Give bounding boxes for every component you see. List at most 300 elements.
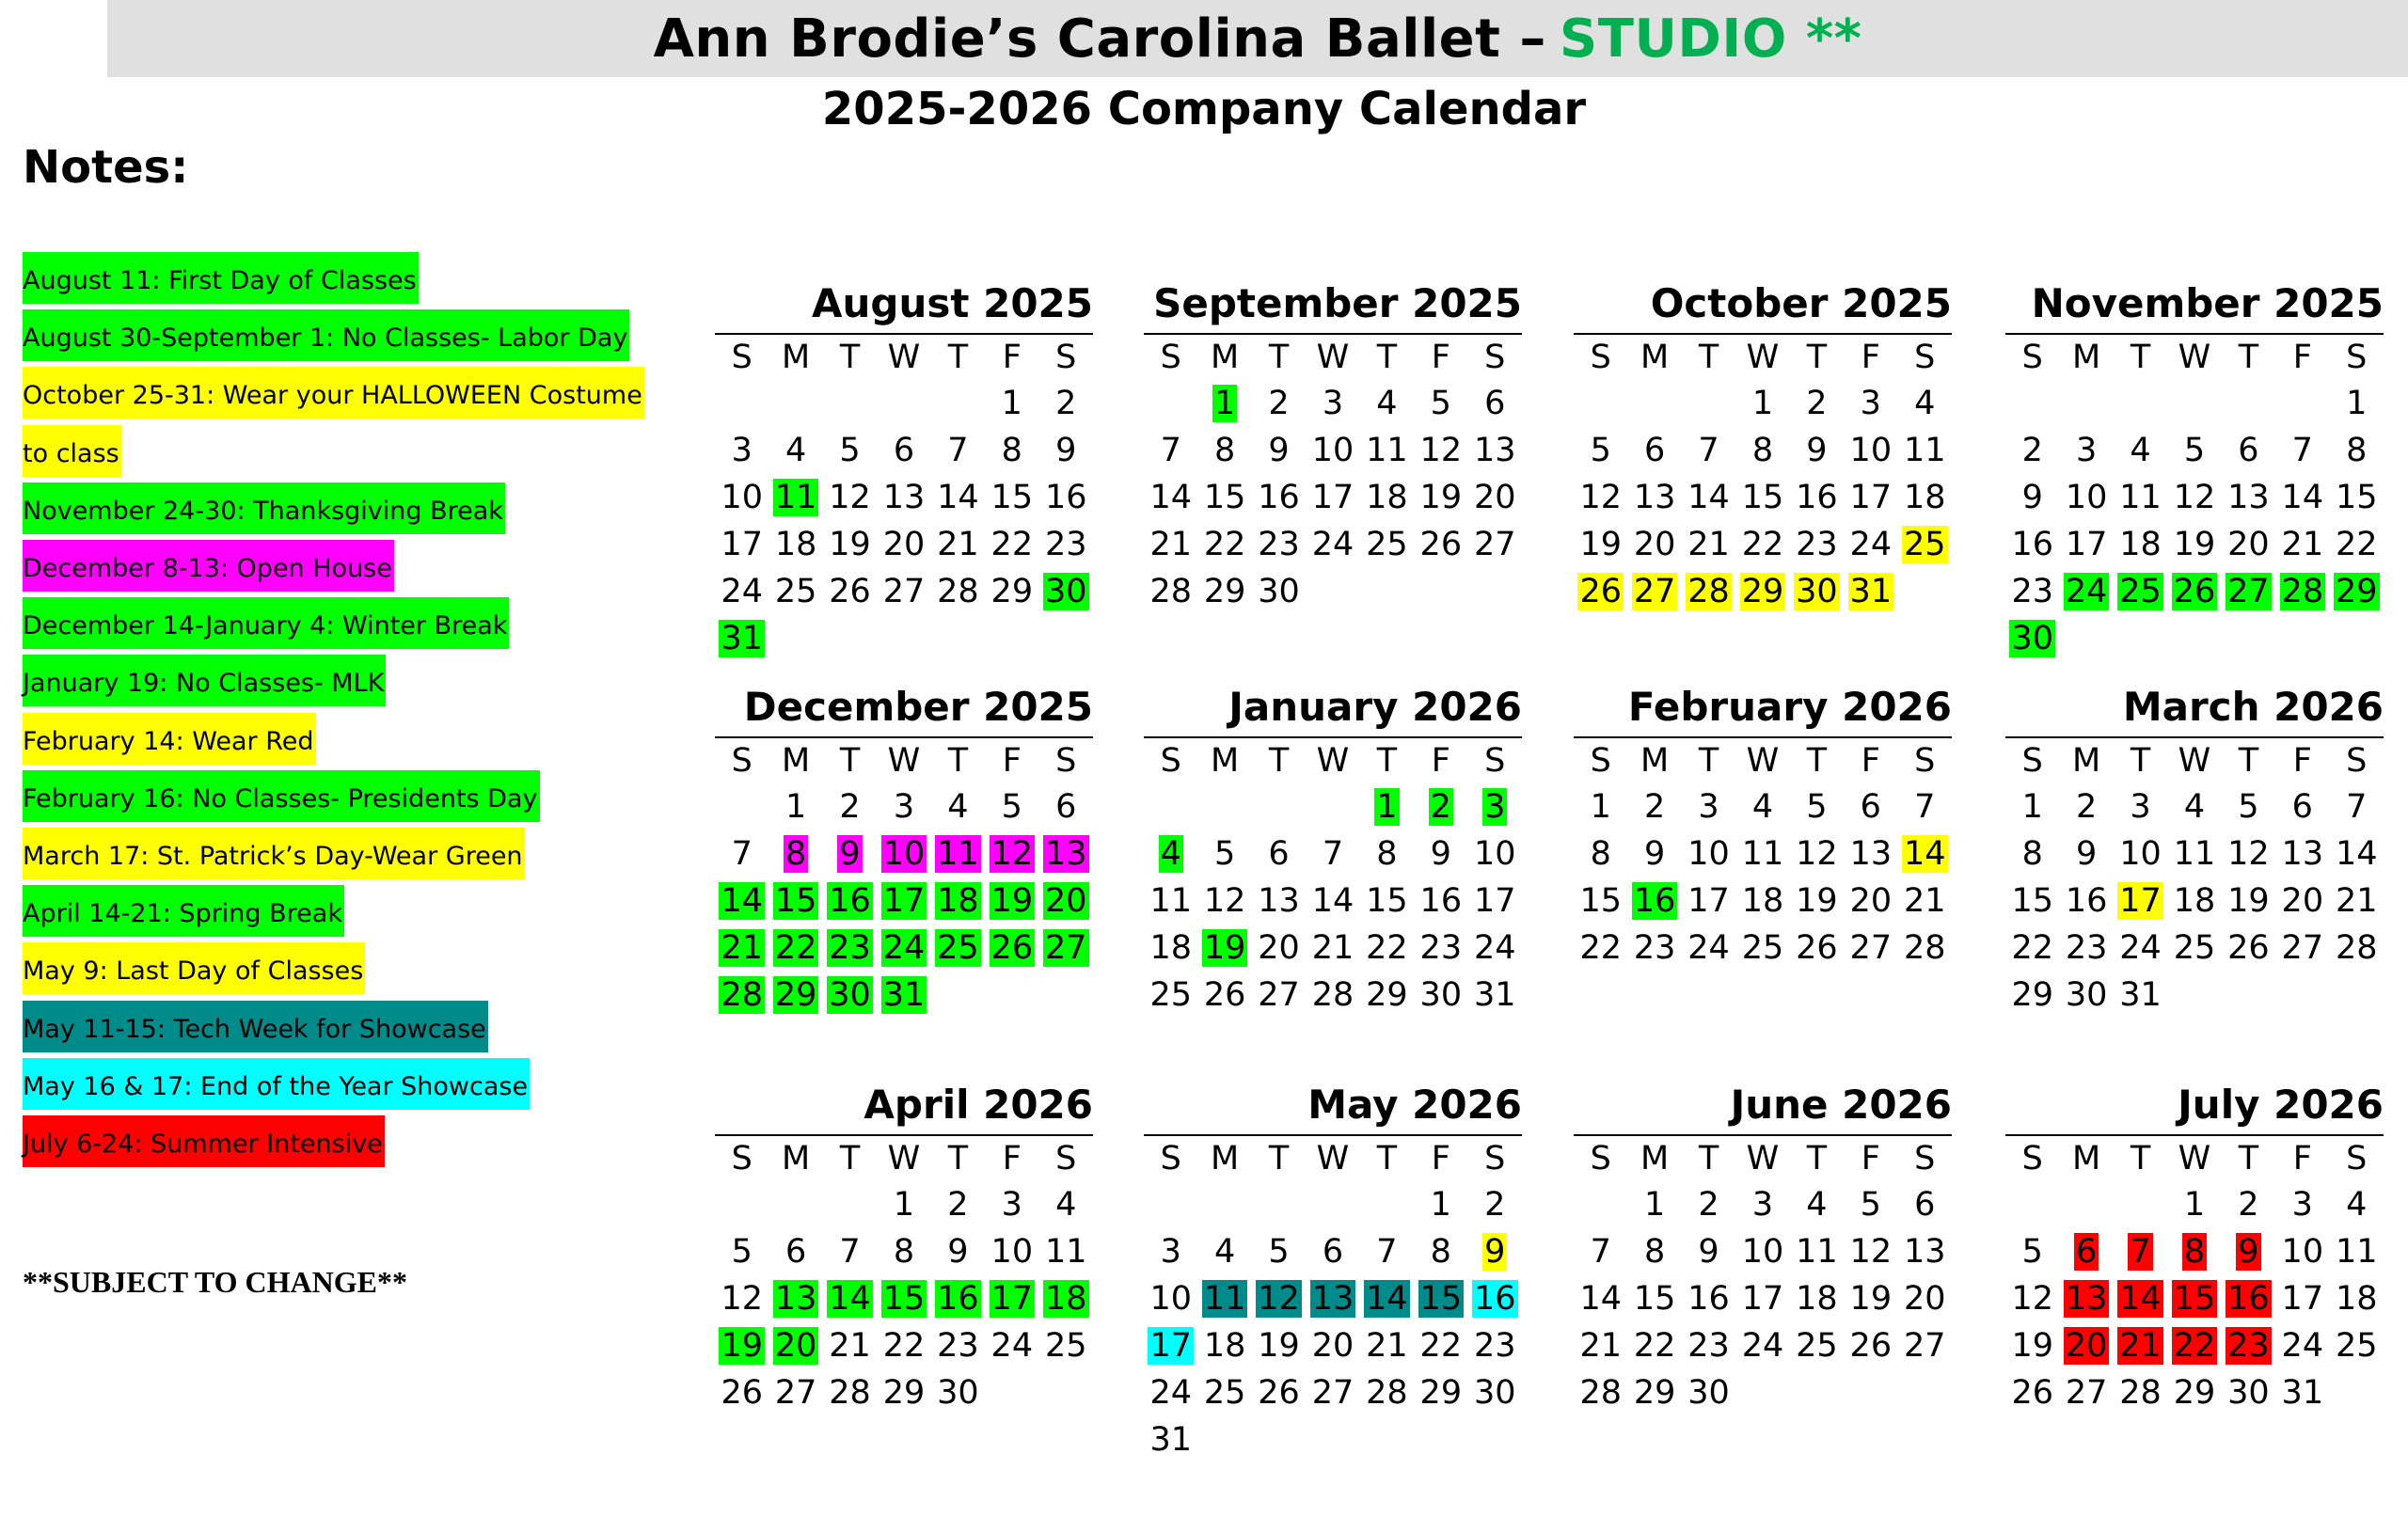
day-cell	[1627, 924, 1681, 972]
day-cell	[768, 783, 822, 830]
day-cell	[1627, 783, 1681, 830]
day-cell	[2330, 1181, 2384, 1228]
day-cell	[1360, 1369, 1414, 1416]
day-number: 11	[1149, 882, 1192, 920]
day-number: 2	[2238, 1186, 2259, 1224]
day-number: 26	[990, 929, 1034, 967]
day-cell	[1627, 1322, 1681, 1369]
weekday-label: F	[1861, 339, 1880, 376]
day-cell	[1252, 474, 1306, 521]
day-number: 11	[1741, 835, 1784, 873]
day-number: 18	[1203, 1327, 1246, 1365]
day-cell	[2114, 877, 2167, 924]
weekday-label: S	[1160, 1140, 1181, 1177]
day-number: 26	[1419, 526, 1463, 563]
weekday-label: T	[2238, 1140, 2259, 1177]
day-grid	[1144, 783, 1522, 1019]
day-number: 29	[1741, 573, 1784, 610]
weekday-label: F	[1861, 1140, 1880, 1177]
weekday-label: W	[887, 742, 921, 780]
day-number: 10	[721, 479, 763, 516]
day-number: 22	[1419, 1327, 1463, 1365]
weekday-header	[2005, 738, 2384, 783]
weekday-label: T	[1268, 742, 1290, 780]
day-number: 15	[1419, 1280, 1463, 1318]
day-number: 12	[1849, 1233, 1893, 1271]
day-number: 15	[1633, 1280, 1676, 1318]
day-number: 29	[2173, 1374, 2216, 1412]
day-cell	[1197, 877, 1251, 924]
day-cell	[1790, 521, 1844, 568]
day-cell	[2330, 474, 2384, 521]
day-number: 30	[937, 1374, 979, 1412]
day-cell	[1414, 877, 1467, 924]
empty-cell	[715, 380, 768, 427]
day-number: 28	[1579, 1374, 1622, 1412]
day-number: 8	[1590, 835, 1611, 873]
day-cell	[2059, 1275, 2113, 1322]
day-cell	[1252, 521, 1306, 568]
day-cell	[1197, 427, 1251, 474]
day-number: 30	[2011, 620, 2053, 657]
day-number: 26	[1849, 1327, 1893, 1365]
weekday-label: S	[731, 1140, 752, 1177]
note-item: November 24-30: Thanksgiving Break	[23, 482, 505, 534]
day-cell	[2167, 1322, 2221, 1369]
day-number: 15	[1366, 882, 1408, 920]
day-number: 12	[829, 479, 871, 516]
weekday-label: W	[2178, 742, 2211, 780]
day-cell	[1144, 1416, 1197, 1463]
day-number: 5	[2021, 1233, 2043, 1271]
day-cell	[2330, 783, 2384, 830]
day-number: 3	[1751, 1186, 1774, 1224]
day-cell	[2114, 1322, 2167, 1369]
day-number: 13	[1849, 835, 1893, 873]
month-title: November 2025	[2031, 280, 2384, 326]
day-cell	[1627, 474, 1681, 521]
day-cell	[1844, 1228, 1897, 1275]
day-number: 1	[784, 788, 807, 826]
day-cell	[1414, 380, 1467, 427]
day-number: 28	[2119, 1374, 2162, 1412]
studio-label: STUDIO **	[1559, 8, 1862, 70]
month-calendar	[1144, 277, 1522, 615]
weekday-label: F	[1002, 339, 1022, 376]
note-item: May 9: Last Day of Classes	[23, 942, 365, 994]
weekday-label: S	[1590, 742, 1611, 780]
weekday-header	[2005, 335, 2384, 380]
day-cell	[1039, 1275, 1093, 1322]
day-number: 5	[1806, 788, 1828, 826]
day-cell	[877, 783, 930, 830]
day-cell	[2275, 1275, 2329, 1322]
empty-cell	[2114, 380, 2167, 427]
day-cell	[1682, 1322, 1735, 1369]
day-number: 24	[1741, 1327, 1784, 1365]
day-cell	[2222, 1228, 2275, 1275]
day-cell	[2330, 1228, 2384, 1275]
day-number: 26	[1796, 929, 1838, 967]
day-number: 2	[2075, 788, 2098, 826]
day-number: 5	[2183, 432, 2206, 469]
day-number: 17	[1311, 479, 1354, 516]
day-number: 6	[1914, 1186, 1936, 1224]
day-cell	[877, 877, 930, 924]
day-cell	[2222, 427, 2275, 474]
day-cell	[1735, 427, 1789, 474]
day-cell	[715, 521, 768, 568]
day-cell	[1306, 877, 1359, 924]
day-cell	[2005, 615, 2059, 662]
day-cell	[985, 380, 1038, 427]
weekday-label: M	[1640, 742, 1670, 780]
day-number: 15	[1741, 479, 1784, 516]
day-cell	[1844, 380, 1897, 427]
day-number: 31	[2281, 1374, 2324, 1412]
day-cell	[1360, 1322, 1414, 1369]
day-number: 4	[784, 432, 807, 469]
day-cell	[1627, 1369, 1681, 1416]
day-cell	[931, 830, 985, 877]
day-number: 3	[1860, 385, 1881, 422]
day-number: 7	[1376, 1233, 1398, 1271]
day-cell	[1682, 1275, 1735, 1322]
weekday-label: M	[1640, 339, 1670, 376]
day-cell	[2059, 427, 2113, 474]
note-item: August 11: First Day of Classes	[23, 252, 419, 304]
day-number: 5	[1590, 432, 1611, 469]
weekday-label: W	[1316, 742, 1350, 780]
day-number: 19	[1258, 1327, 1300, 1365]
weekday-label: M	[782, 339, 811, 376]
day-cell	[1144, 1228, 1197, 1275]
day-cell	[1735, 830, 1789, 877]
day-number: 12	[2173, 479, 2216, 516]
day-cell	[1039, 568, 1093, 615]
day-number: 11	[1903, 432, 1946, 469]
page-title: Ann Brodie’s Carolina Ballet –	[653, 8, 1546, 70]
day-number: 18	[2119, 526, 2162, 563]
day-cell	[1898, 474, 1952, 521]
day-number: 20	[1311, 1327, 1354, 1365]
day-cell	[1039, 1322, 1093, 1369]
day-cell	[1844, 521, 1897, 568]
day-number: 22	[1366, 929, 1408, 967]
day-number: 25	[1796, 1327, 1838, 1365]
day-cell	[1627, 877, 1681, 924]
day-cell	[877, 474, 930, 521]
day-number: 14	[1149, 479, 1192, 516]
day-number: 15	[990, 479, 1034, 516]
day-number: 8	[1213, 432, 1236, 469]
day-number: 5	[839, 432, 861, 469]
day-number: 15	[2335, 479, 2378, 516]
day-cell	[1414, 1228, 1467, 1275]
day-cell	[2005, 568, 2059, 615]
weekday-header	[1144, 738, 1522, 783]
day-number: 25	[1366, 526, 1408, 563]
empty-cell	[1574, 1181, 1627, 1228]
day-cell	[1468, 1275, 1522, 1322]
day-cell	[1898, 830, 1952, 877]
day-number: 20	[2281, 882, 2324, 920]
day-number: 21	[1311, 929, 1354, 967]
day-cell	[768, 427, 822, 474]
day-cell	[1197, 521, 1251, 568]
weekday-label: S	[1055, 339, 1077, 376]
day-cell	[1898, 1275, 1952, 1322]
day-grid	[1144, 380, 1522, 615]
day-number: 23	[2065, 929, 2108, 967]
day-cell	[823, 1322, 877, 1369]
day-number: 19	[990, 882, 1034, 920]
weekday-label: S	[1484, 339, 1506, 376]
day-cell	[1039, 1181, 1093, 1228]
day-cell	[1790, 380, 1844, 427]
day-cell	[931, 924, 985, 972]
weekday-label: S	[1055, 1140, 1077, 1177]
day-number: 27	[1903, 1327, 1946, 1365]
weekday-header	[1144, 1136, 1522, 1181]
day-number: 13	[2281, 835, 2324, 873]
day-number: 4	[1806, 1186, 1828, 1224]
day-cell	[2005, 877, 2059, 924]
day-cell	[1898, 877, 1952, 924]
day-number: 25	[774, 573, 817, 610]
day-cell	[985, 830, 1038, 877]
day-cell	[1735, 474, 1789, 521]
empty-cell	[1306, 1181, 1359, 1228]
empty-cell	[1682, 380, 1735, 427]
day-cell	[823, 877, 877, 924]
day-cell	[931, 877, 985, 924]
day-number: 23	[829, 929, 871, 967]
month-title: September 2025	[1153, 280, 1522, 326]
day-number: 6	[2291, 788, 2313, 826]
day-cell	[2114, 783, 2167, 830]
day-cell	[985, 1181, 1038, 1228]
day-cell	[1252, 380, 1306, 427]
day-number: 11	[1796, 1233, 1838, 1271]
day-number: 18	[1149, 929, 1192, 967]
day-cell	[2167, 830, 2221, 877]
empty-cell	[2167, 380, 2221, 427]
day-number: 29	[1633, 1374, 1676, 1412]
day-number: 24	[1849, 526, 1893, 563]
day-cell	[2330, 830, 2384, 877]
note-item: January 19: No Classes- MLK	[23, 655, 386, 706]
day-cell	[2222, 1181, 2275, 1228]
day-number: 5	[1860, 1186, 1881, 1224]
day-cell	[2114, 521, 2167, 568]
day-number: 10	[1149, 1280, 1192, 1318]
day-number: 19	[721, 1327, 763, 1365]
day-cell	[1790, 783, 1844, 830]
day-cell	[877, 972, 930, 1019]
day-cell	[2059, 521, 2113, 568]
day-cell	[1414, 783, 1467, 830]
day-number: 28	[1366, 1374, 1408, 1412]
day-number: 20	[1633, 526, 1676, 563]
day-cell	[1252, 1275, 1306, 1322]
day-number: 21	[2119, 1327, 2162, 1365]
day-cell	[1682, 1369, 1735, 1416]
empty-cell	[1252, 1181, 1306, 1228]
weekday-label: F	[1431, 742, 1450, 780]
day-number: 27	[2065, 1374, 2108, 1412]
day-cell	[1039, 783, 1093, 830]
day-number: 13	[2065, 1280, 2108, 1318]
weekday-label: M	[1211, 1140, 1240, 1177]
day-cell	[2330, 521, 2384, 568]
day-cell	[1574, 924, 1627, 972]
day-number: 15	[1579, 882, 1622, 920]
day-cell	[715, 615, 768, 662]
day-cell	[768, 521, 822, 568]
day-cell	[1360, 427, 1414, 474]
day-number: 10	[1687, 835, 1730, 873]
day-number: 25	[1044, 1327, 1087, 1365]
weekday-label: S	[1590, 1140, 1611, 1177]
day-number: 30	[2227, 1374, 2270, 1412]
day-cell	[2005, 1322, 2059, 1369]
empty-cell	[2114, 1181, 2167, 1228]
day-cell	[1468, 427, 1522, 474]
day-number: 19	[2173, 526, 2216, 563]
day-number: 9	[1698, 1233, 1719, 1271]
empty-cell	[1144, 380, 1197, 427]
day-number: 26	[721, 1374, 763, 1412]
day-number: 13	[1311, 1280, 1354, 1318]
day-cell	[877, 1275, 930, 1322]
day-cell	[1735, 924, 1789, 972]
day-cell	[2275, 521, 2329, 568]
day-number: 5	[1430, 385, 1451, 422]
day-cell	[2005, 1228, 2059, 1275]
empty-cell	[715, 1181, 768, 1228]
month-title: February 2026	[1627, 684, 1952, 730]
day-cell	[1414, 924, 1467, 972]
day-number: 18	[2173, 882, 2216, 920]
day-cell	[985, 783, 1038, 830]
empty-cell	[823, 380, 877, 427]
day-number: 19	[2227, 882, 2270, 920]
day-number: 30	[1473, 1374, 1516, 1412]
day-number: 22	[1203, 526, 1246, 563]
day-cell	[2059, 830, 2113, 877]
weekday-label: S	[731, 742, 752, 780]
weekday-label: S	[1055, 742, 1077, 780]
day-cell	[2059, 474, 2113, 521]
day-number: 19	[1796, 882, 1838, 920]
day-number: 12	[1203, 882, 1246, 920]
day-number: 27	[1633, 573, 1676, 610]
weekday-label: M	[2072, 1140, 2101, 1177]
empty-cell	[1144, 1181, 1197, 1228]
day-cell	[1844, 783, 1897, 830]
day-number: 26	[2227, 929, 2270, 967]
day-number: 22	[990, 526, 1034, 563]
day-number: 21	[721, 929, 763, 967]
day-cell	[1414, 972, 1467, 1019]
day-number: 5	[2238, 788, 2259, 826]
day-cell	[2114, 1228, 2167, 1275]
day-cell	[1574, 830, 1627, 877]
day-cell	[1844, 877, 1897, 924]
day-cell	[1898, 380, 1952, 427]
day-cell	[1360, 1228, 1414, 1275]
day-cell	[2167, 1275, 2221, 1322]
day-cell	[1414, 830, 1467, 877]
weekday-label: T	[1376, 339, 1398, 376]
day-cell	[1197, 924, 1251, 972]
weekday-label: S	[2021, 742, 2043, 780]
day-number: 14	[1366, 1280, 1408, 1318]
day-number: 30	[1258, 573, 1300, 610]
day-cell	[768, 1275, 822, 1322]
day-number: 17	[990, 1280, 1034, 1318]
day-cell	[1735, 380, 1789, 427]
day-cell	[1360, 972, 1414, 1019]
weekday-label: T	[1698, 1140, 1719, 1177]
day-cell	[823, 1228, 877, 1275]
day-cell	[1790, 830, 1844, 877]
day-number: 14	[829, 1280, 871, 1318]
day-cell	[1844, 830, 1897, 877]
day-cell	[1468, 972, 1522, 1019]
day-number: 12	[1579, 479, 1622, 516]
month-calendar	[1574, 1078, 1952, 1416]
weekday-label: W	[1316, 1140, 1350, 1177]
day-number: 12	[1419, 432, 1463, 469]
day-cell	[1197, 474, 1251, 521]
day-cell	[1735, 521, 1789, 568]
day-number: 17	[1849, 479, 1893, 516]
day-number: 11	[774, 479, 817, 516]
day-number: 28	[1687, 573, 1730, 610]
empty-cell	[768, 380, 822, 427]
weekday-label: S	[731, 339, 752, 376]
day-cell	[877, 568, 930, 615]
day-cell	[823, 568, 877, 615]
day-cell	[768, 924, 822, 972]
day-cell	[715, 830, 768, 877]
weekday-label: F	[2292, 339, 2312, 376]
day-cell	[931, 783, 985, 830]
day-cell	[2059, 568, 2113, 615]
weekday-label: W	[1316, 339, 1350, 376]
day-number: 20	[1903, 1280, 1946, 1318]
weekday-header	[1144, 335, 1522, 380]
empty-cell	[1574, 380, 1627, 427]
day-number: 26	[2173, 573, 2216, 610]
day-cell	[2330, 568, 2384, 615]
note-item: July 6-24: Summer Intensive	[23, 1115, 385, 1167]
day-number: 4	[2183, 788, 2206, 826]
day-cell	[823, 972, 877, 1019]
empty-cell	[2059, 1181, 2113, 1228]
day-number: 4	[1914, 385, 1936, 422]
day-number: 18	[1741, 882, 1784, 920]
day-cell	[1306, 1369, 1359, 1416]
empty-cell	[877, 380, 930, 427]
day-cell	[2059, 783, 2113, 830]
day-number: 16	[1473, 1280, 1516, 1318]
note-item: October 25-31: Wear your HALLOWEEN Costume	[23, 367, 644, 419]
weekday-label: T	[2238, 339, 2259, 376]
day-cell	[931, 521, 985, 568]
